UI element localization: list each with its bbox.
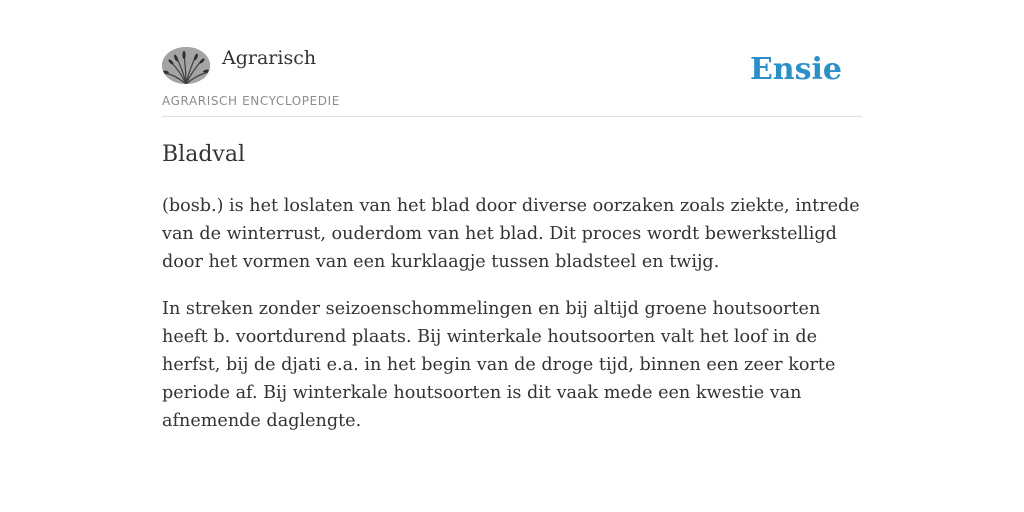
- brand-logo[interactable]: Ensie: [749, 52, 842, 87]
- article-paragraph: In streken zonder seizoenschommelingen en bij altijd groene houtsoorten heeft b. voortdurend plaats. Bij winterkale houtsoorten valt het loof in de herfst, bij de djati e.a. in het begin van de droge tijd, binnen een zeer korte periode af. Bij winterkale houtsoorten is dit vaak mede een kwestie van afnemende daglengte.: [162, 299, 836, 431]
- source-subtitle: AGRARISCH ENCYCLOPEDIE: [162, 94, 340, 108]
- article-body: [162, 192, 862, 454]
- article-paragraph: (bosb.) is het loslaten van het blad door diverse oorzaken zoals ziekte, intrede van de winterrust, ouderdom van het blad. Dit proces wordt bewerkstelligd door het vormen van een kurklaagje tussen bladsteel en twijg.: [162, 196, 860, 272]
- article-title: Bladval: [162, 142, 245, 167]
- wheat-ears-icon[interactable]: [162, 47, 210, 84]
- header: [162, 40, 862, 117]
- source-name[interactable]: Agrarisch: [222, 47, 317, 69]
